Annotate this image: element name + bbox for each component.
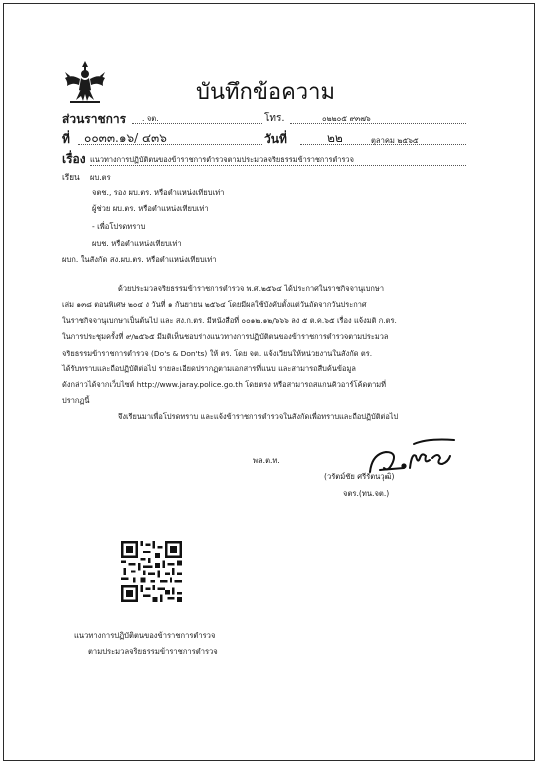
body-line-6: ได้รับทราบและถือปฏิบัติต่อไป รายละเอียดปรากฏตามเอกสารที่แนบ และสามารถสืบค้นข้อมูล bbox=[62, 364, 356, 373]
body-line-7: ดังกล่าวได้จากเว็บไซต์ http://www.jaray.police.go.th โดยตรง หรือสามารถสแกนคิวอาร์โค้ดตามที่ bbox=[62, 380, 387, 389]
subject-label: เรื่อง bbox=[62, 152, 86, 166]
garuda-emblem-icon bbox=[62, 58, 108, 104]
recipient-3: - เพื่อโปรดทราบ bbox=[92, 222, 146, 231]
body-line-8: ปรากฏนี้ bbox=[62, 396, 90, 405]
body-line-2: เล่ม ๑๓๘ ตอนพิเศษ ๒๐๔ ง วันที่ ๑ กันยายน ๒๕๖๔ โดยมีผลใช้บังคับตั้งแต่วันถัดจากวันประกาศ bbox=[62, 300, 367, 309]
document-title: บันทึกข้อความ bbox=[196, 80, 336, 105]
department-dotline bbox=[132, 123, 262, 124]
phone-value: ๐๒๒๐๕ ๙๓๗๖ bbox=[322, 114, 371, 123]
body-line-5: จริยธรรมข้าราชการตำรวจ (Do's & Don'ts) ให้ ตร. โดย จต. แจ้งเวียนให้หน่วยงานในสังกัด ตร. bbox=[62, 349, 373, 358]
date-dotline bbox=[300, 144, 466, 145]
body-line-4: ในการประชุมครั้งที่ ๙/๒๕๖๕ มีมติเห็นชอบร่างแนวทางการปฏิบัติตนของข้าราชการตำรวจตามประมวล bbox=[62, 332, 389, 341]
recipient-1: จตช., รอง ผบ.ตร. หรือตำแหน่งเทียบเท่า bbox=[92, 188, 225, 197]
signature-position: จตร.(ทน.จต.) bbox=[343, 489, 390, 498]
phone-dotline bbox=[290, 123, 466, 124]
date-label: วันที่ bbox=[264, 132, 287, 146]
subject-value: แนวทางการปฏิบัติตนของข้าราชการตำรวจตามประมวลจริยธรรมข้าราชการตำรวจ bbox=[90, 155, 354, 164]
to-label: เรียน bbox=[62, 172, 80, 182]
signature-name: (วรัตม์ชัย ศรีรัตนวุฒิ) bbox=[324, 472, 395, 481]
phone-label: โทร. bbox=[264, 113, 285, 124]
to-value: ผบ.ตร bbox=[90, 173, 111, 182]
date-rest: ตุลาคม ๒๕๖๕ bbox=[371, 136, 419, 145]
recipient-4: ผบช. หรือตำแหน่งเทียบเท่า bbox=[92, 239, 182, 248]
recipient-2: ผู้ช่วย ผบ.ตร. หรือตำแหน่งเทียบเท่า bbox=[92, 204, 209, 213]
footer-line-1: แนวทางการปฏิบัติตนของข้าราชการตำรวจ bbox=[74, 631, 216, 640]
footer-line-2: ตามประมวลจริยธรรมข้าราชการตำรวจ bbox=[88, 647, 218, 656]
subject-dotline bbox=[90, 165, 466, 166]
signature-rank: พล.ต.ท. bbox=[253, 456, 280, 465]
ref-dotline bbox=[78, 144, 262, 145]
date-day: ๒๒ bbox=[327, 131, 343, 145]
recipient-5: ผบก. ในสังกัด สง.ผบ.ตร. หรือตำแหน่งเทียบเท่า bbox=[62, 255, 217, 264]
body-line-1: ด้วยประมวลจริยธรรมข้าราชการตำรวจ พ.ศ.๒๕๖๔ ได้ประกาศในราชกิจจานุเบกษา bbox=[118, 284, 384, 293]
department-label: ส่วนราชการ bbox=[62, 112, 127, 126]
ref-label: ที่ bbox=[62, 132, 70, 146]
qr-code-icon bbox=[121, 541, 182, 602]
ref-value: ๐๐๓๓.๑๖/ ๔๓๖ bbox=[84, 131, 167, 145]
body-line-3: ในราชกิจจานุเบกษาเป็นต้นไป และ สง.ก.ตร. มีหนังสือที่ ๐๐๑๒.๑๒/๖๖๖ ลง ๕ ต.ค.๖๕ เรื่อง แจ้งมติ ก.ตร. bbox=[62, 316, 397, 325]
department-value: . จต. bbox=[142, 114, 159, 123]
closing-text: จึงเรียนมาเพื่อโปรดทราบ และแจ้งข้าราชการตำรวจในสังกัดเพื่อทราบและถือปฏิบัติต่อไป bbox=[118, 412, 399, 421]
